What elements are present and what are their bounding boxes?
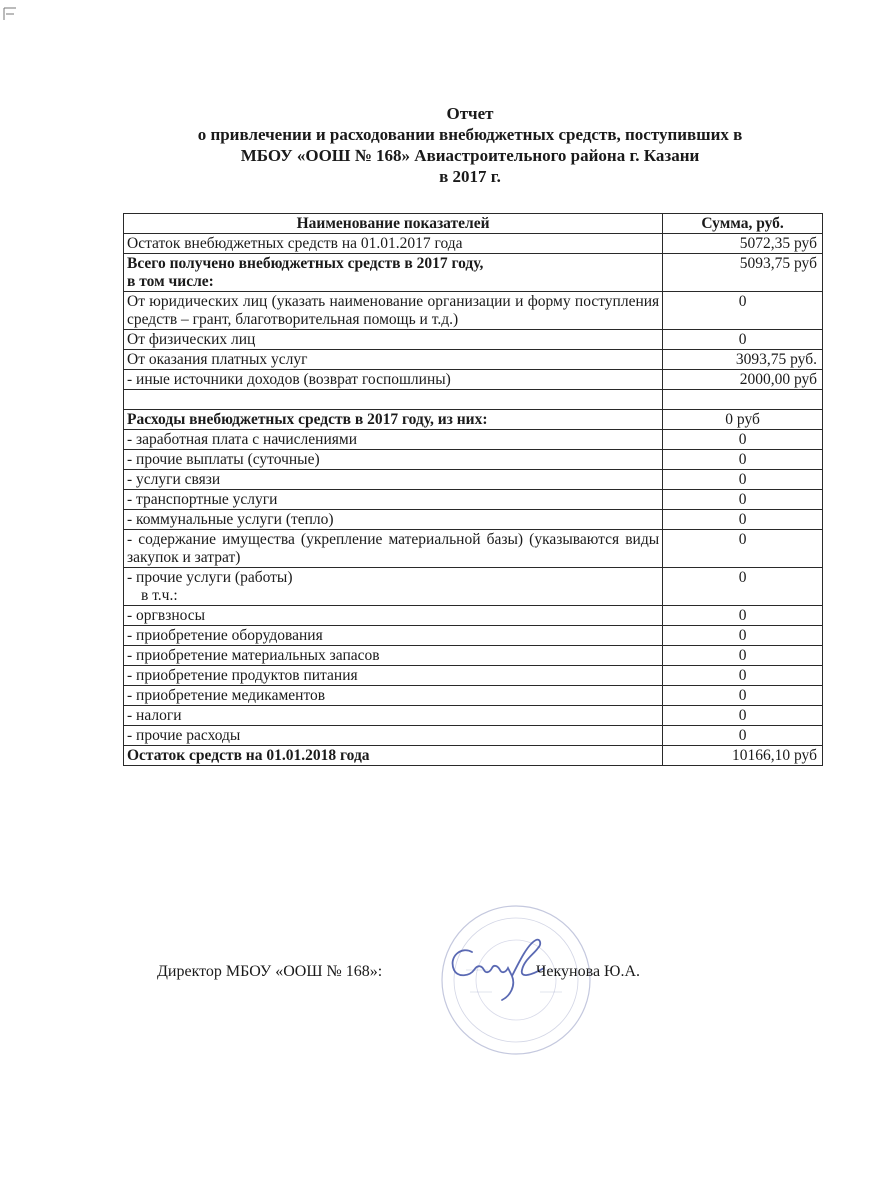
row-label: - прочие расходы (124, 726, 663, 746)
row-value: 0 (663, 686, 823, 706)
row-label-line-2: в том числе: (127, 273, 214, 290)
row-label: Остаток средств на 01.01.2018 года (124, 746, 663, 766)
row-value: 0 (663, 490, 823, 510)
table-row (124, 350, 823, 370)
report-title (120, 103, 820, 187)
table-row (124, 254, 823, 292)
row-label: - приобретение оборудования (124, 626, 663, 646)
row-value: 0 (663, 330, 823, 350)
table-row (124, 726, 823, 746)
row-value: 0 (663, 568, 823, 606)
row-value: 0 (663, 666, 823, 686)
row-label-line-1: - прочие услуги (работы) (127, 569, 293, 586)
row-label: - прочие выплаты (суточные) (124, 450, 663, 470)
row-label: От физических лиц (124, 330, 663, 350)
row-value: 0 (663, 726, 823, 746)
row-label-line-2: в т.ч.: (141, 587, 178, 604)
header-sum: Сумма, руб. (663, 214, 823, 234)
table-row (124, 470, 823, 490)
row-label: - транспортные услуги (124, 490, 663, 510)
row-label: - иные источники доходов (возврат госпошлины) (124, 370, 663, 390)
table-row (124, 292, 823, 330)
row-value: 0 руб (663, 410, 823, 430)
row-label (124, 254, 663, 292)
table-row (124, 490, 823, 510)
table-row-total (124, 746, 823, 766)
director-name: Чекунова Ю.А. (536, 963, 641, 980)
title-line-4: в 2017 г. (439, 167, 501, 186)
row-label: От оказания платных услуг (124, 350, 663, 370)
row-label: - услуги связи (124, 470, 663, 490)
row-value: 0 (663, 626, 823, 646)
empty-cell (663, 390, 823, 410)
table-row (124, 370, 823, 390)
table-row (124, 450, 823, 470)
scan-corner-mark (2, 6, 20, 26)
header-name: Наименование показателей (124, 214, 663, 234)
table-row (124, 510, 823, 530)
table-row (124, 606, 823, 626)
table-row (124, 410, 823, 430)
row-value: 0 (663, 530, 823, 568)
table-row (124, 706, 823, 726)
row-value: 2000,00 руб (663, 370, 823, 390)
row-label: - приобретение материальных запасов (124, 646, 663, 666)
row-label: - приобретение медикаментов (124, 686, 663, 706)
row-label: - налоги (124, 706, 663, 726)
row-label: - коммунальные услуги (тепло) (124, 510, 663, 530)
table-header-row (124, 214, 823, 234)
row-label: От юридических лиц (указать наименование организации и форму поступления средств – грант, благотворительная помощь и т.д.) (124, 292, 663, 330)
row-label: - приобретение продуктов питания (124, 666, 663, 686)
report-table (123, 213, 823, 766)
table-row (124, 530, 823, 568)
table-row (124, 626, 823, 646)
empty-cell (124, 390, 663, 410)
table-row (124, 666, 823, 686)
row-label: - оргвзносы (124, 606, 663, 626)
table-row (124, 430, 823, 450)
row-value: 5072,35 руб (663, 234, 823, 254)
row-value: 5093,75 руб (663, 254, 823, 292)
table-row (124, 330, 823, 350)
row-value: 10166,10 руб (663, 746, 823, 766)
row-label-line-1: Всего получено внебюджетных средств в 2017 году, (127, 255, 484, 272)
row-value: 3093,75 руб. (663, 350, 823, 370)
row-value: 0 (663, 706, 823, 726)
row-value: 0 (663, 646, 823, 666)
row-value: 0 (663, 510, 823, 530)
row-value: 0 (663, 450, 823, 470)
table-row-empty (124, 390, 823, 410)
row-label: - содержание имущества (укрепление материальной базы) (указываются виды закупок и затрат) (124, 530, 663, 568)
table-row (124, 234, 823, 254)
signature-icon (440, 930, 550, 1010)
title-line-1: Отчет (446, 104, 494, 123)
row-label: - заработная плата с начислениями (124, 430, 663, 450)
table-row (124, 646, 823, 666)
row-value: 0 (663, 470, 823, 490)
signature-line (157, 963, 641, 981)
row-value: 0 (663, 292, 823, 330)
table-row (124, 686, 823, 706)
row-label: Остаток внебюджетных средств на 01.01.2017 года (124, 234, 663, 254)
row-label (124, 568, 663, 606)
table-row (124, 568, 823, 606)
row-value: 0 (663, 430, 823, 450)
row-label: Расходы внебюджетных средств в 2017 году, из них: (124, 410, 663, 430)
title-line-2: о привлечении и расходовании внебюджетных средств, поступивших в (197, 125, 743, 144)
director-title: Директор МБОУ «ООШ № 168»: (157, 963, 383, 980)
row-value: 0 (663, 606, 823, 626)
title-line-3: МБОУ «ООШ № 168» Авиастроительного района г. Казани (240, 146, 700, 165)
